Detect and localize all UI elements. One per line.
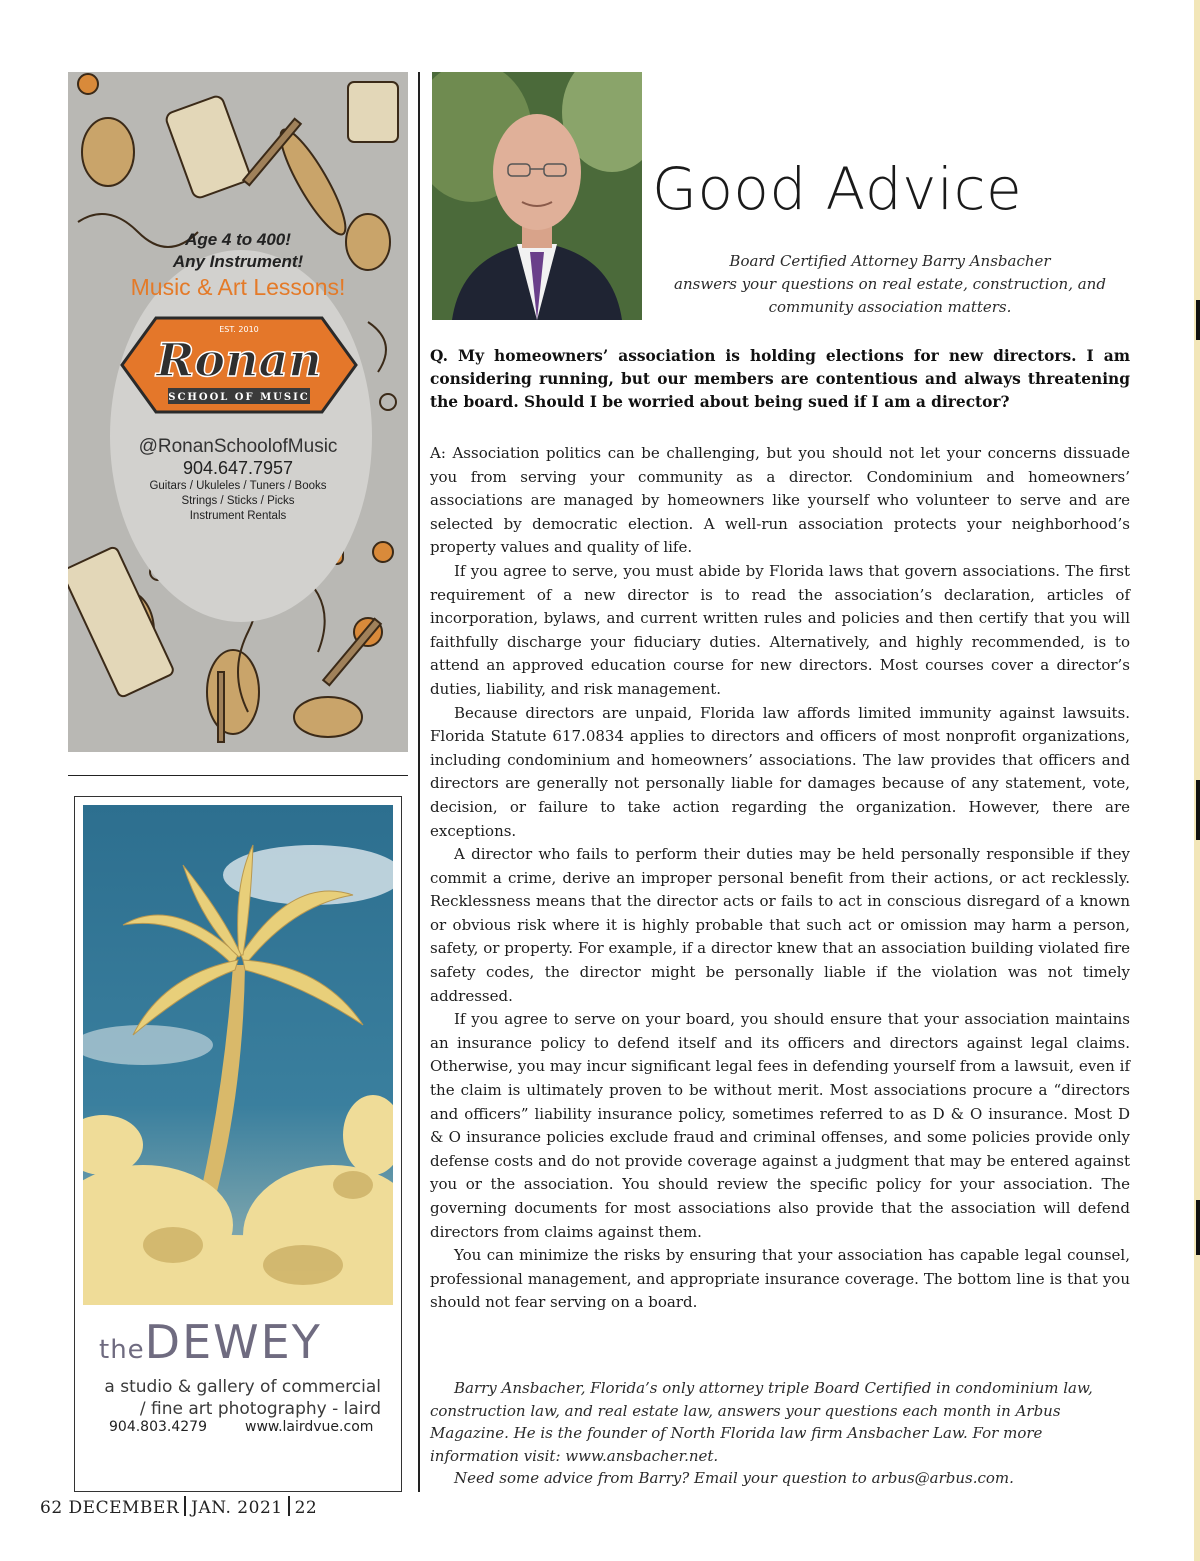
instrument-tagline: Any Instrument! xyxy=(172,252,304,271)
call-to-action: Need some advice from Barry? Email your question to arbus@arbus.com. xyxy=(454,1469,1014,1487)
age-tagline: Age 4 to 400! xyxy=(185,230,291,249)
paragraph: Because directors are unpaid, Florida law affords limited immunity against lawsuits. Florida Statute 617.0834 applies to directors and officers of most nonprofit organizations, including condominium and homeowners’ associations. The law provides that officers and directors are generally not personally liable for damages because of any statement, vote, decision, or failure to take action regarding the organization. However, there are exceptions. xyxy=(430,703,1130,840)
items-line-3: Instrument Rentals xyxy=(189,510,287,522)
paragraph: You can minimize the risks by ensuring that your association has capable legal counsel, professional management, and appropriate insurance coverage. The bottom line is that you should not fear serving on a board. xyxy=(430,1246,1130,1312)
article-subtitle xyxy=(640,250,1140,319)
logo-sub-text: SCHOOL OF MUSIC xyxy=(168,392,310,403)
footer-separator xyxy=(184,1496,186,1516)
paragraph: If you agree to serve, you must abide by Florida laws that govern associations. The first requirement of a new director is to read the association’s declaration, articles of incorporation, bylaws, and current written rules and policies and then certify that you will faithfully discharge your fiduciary duties. Alternatively, and highly recommended, is to attend an approved education course for new directors. Most courses cover a director’s duties, liability, and risk management. xyxy=(430,561,1130,698)
page-footer xyxy=(40,1496,317,1518)
author-portrait xyxy=(432,72,642,320)
issue-month: DECEMBER xyxy=(68,1498,180,1518)
palm-tree-photo xyxy=(83,805,393,1305)
logo-name-text: Ronan xyxy=(156,333,322,387)
issue-month-2: JAN. 2021 xyxy=(191,1498,283,1518)
page-edge-decoration xyxy=(1190,0,1200,1561)
dewey-tagline-1: a studio & gallery of commercial xyxy=(104,1377,381,1397)
reader-question: Q. My homeowners’ association is holding elections for new directors. I am considering running, but our members are contentious and always threatening the board. Should I be worried about being sued if I am a director? xyxy=(430,347,1130,411)
items-line-1: Guitars / Ukuleles / Tuners / Books xyxy=(149,480,327,492)
page-number: 62 xyxy=(40,1498,63,1518)
logo-est-text: EST. 2010 xyxy=(219,325,259,334)
ronan-phone: 904.647.7957 xyxy=(182,458,294,478)
paragraph: If you agree to serve on your board, you should ensure that your association maintains an insurance policy to defend itself and its officers and directors against legal claims. Otherwise, you may incur significant legal fees in defending yourself from a lawsuit, even if the claim is ultimately proven to be without merit. Most associations procure a “directors and officers” liability insurance policy, sometimes referred to as D & O insurance. Most D & O insurance policies exclude fraud and criminal offenses, and some policies provide only defense costs and do not provide coverage against a judgment that may be entered against you or the association. You should review the specific policy for your association. The governing documents for most associations also provide that the association will defend directors from claims against them. xyxy=(430,1010,1130,1241)
column-divider xyxy=(418,72,420,1492)
page-title: Good Advice xyxy=(652,155,1023,223)
ad-divider xyxy=(68,775,408,776)
paragraph: A: Association politics can be challenging, but you should not let your concerns dissuade you from serving your community as a director. Condominium and homeowners’ associations are managed by homeowners like yourself who volunteer to serve and are selected by democratic election. A well-run association protects your neighborhood’s property values and quality of life. xyxy=(430,444,1130,557)
dewey-brand xyxy=(99,1315,322,1369)
author-bio xyxy=(430,1377,1130,1490)
dewey-phone: 904.803.4279 xyxy=(109,1419,207,1435)
items-line-2: Strings / Sticks / Picks xyxy=(181,495,295,507)
subtitle-line-2: answers your questions on real estate, construction, and xyxy=(674,275,1106,293)
brand-the: the xyxy=(99,1335,145,1365)
dewey-gallery-ad xyxy=(74,796,402,1492)
bio-text: Barry Ansbacher, Florida’s only attorney triple Board Certified in condominium law, construction law, and real estate law, answers your questions each month in Arbus Magazine. He is the founder of North Florida law firm Ansbacher Law. For more information visit: www.ansbacher.net. xyxy=(430,1379,1093,1465)
brand-name: DEWEY xyxy=(144,1315,322,1369)
lessons-headline: Music & Art Lessons! xyxy=(130,274,346,300)
paragraph: A director who fails to perform their duties may be held personally responsible if they commit a crime, derive an improper personal benefit from their actions, or act recklessly. Recklessness means that the director acts or fails to act in conscious disregard of a known or obvious risk where it is highly probable that such act or omission may harm a person, safety, or property. For example, if a director knew that an association building violated fire safety codes, the director might be personally liable if the violation was not timely addressed. xyxy=(430,845,1130,1005)
social-handle: @RonanSchoolofMusic xyxy=(138,436,338,457)
article-body xyxy=(430,442,1130,1315)
dewey-website[interactable]: www.lairdvue.com xyxy=(245,1419,374,1435)
subtitle-line-3: community association matters. xyxy=(768,298,1012,316)
footer-separator xyxy=(288,1496,290,1516)
subtitle-line-1: Board Certified Attorney Barry Ansbacher xyxy=(729,252,1051,270)
ronan-school-ad xyxy=(68,72,408,752)
dewey-tagline-2: / fine art photography - laird xyxy=(139,1399,381,1419)
ronan-logo xyxy=(116,310,362,420)
issue-year-suffix: 22 xyxy=(294,1498,318,1518)
